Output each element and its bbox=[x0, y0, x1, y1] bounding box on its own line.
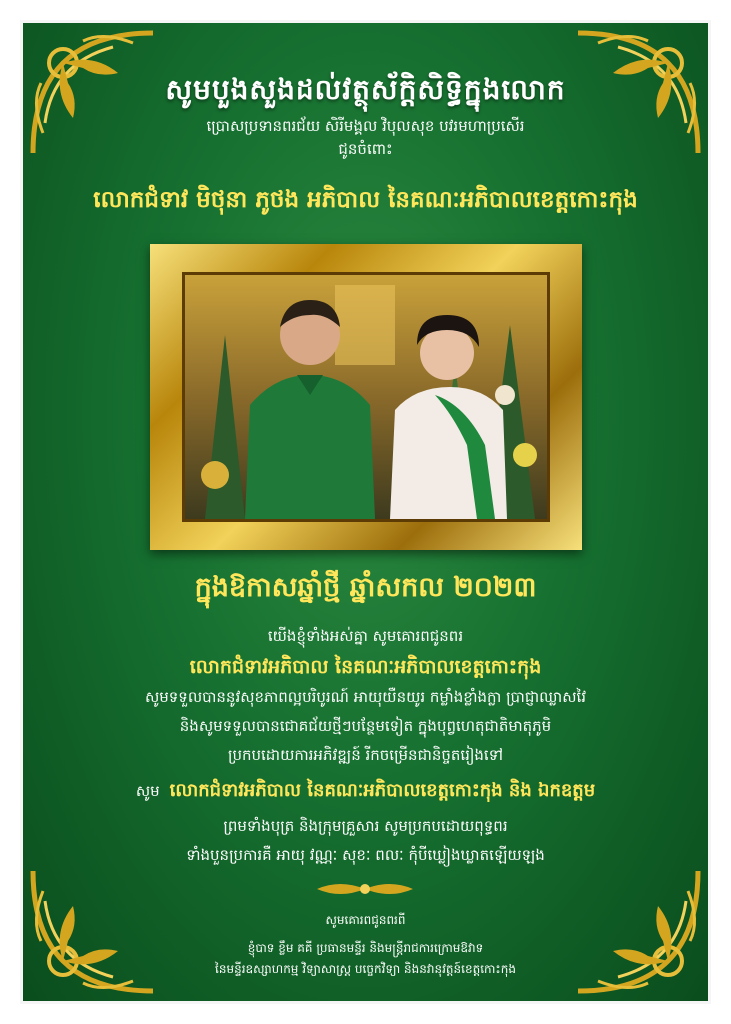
portrait-photo bbox=[182, 272, 550, 522]
greeting-line-6-text: លោកជំទាវអភិបាល នៃគណៈអភិបាលខេត្តកោះកុង និង ឯកឧត្តម bbox=[169, 780, 596, 801]
card-title: សូមបួងសួងដល់វត្ថុស័ក្តិសិទ្ធិក្នុងលោក bbox=[165, 73, 566, 106]
footer-from-label: សូមគោរពជូនពរពី bbox=[325, 913, 406, 927]
portrait-photo-icon bbox=[185, 275, 547, 519]
greeting-line-7: ព្រមទាំងបុត្រ និងក្រុមគ្រួសារ សូមប្រកបដោយពុទ្ធពរ bbox=[223, 817, 508, 835]
ornament-corner-bottom-left-icon bbox=[23, 861, 163, 1001]
greeting-line-6 bbox=[0, 778, 731, 805]
ornament-corner-bottom-right-icon bbox=[568, 861, 708, 1001]
dedication-label: ជូនចំពោះ bbox=[338, 140, 393, 158]
greeting-line-5: ប្រកបដោយការអភិវឌ្ឍន៍ រីកចម្រើនជានិច្ចតរៀងទៅ bbox=[228, 746, 503, 764]
greeting-line-3: សូមទទួលបាននូវសុខភាពល្អបរិបូរណ៍ អាយុយឺនយូរ កម្លាំងខ្លាំងក្លា ប្រាជ្ញាឈ្លាសវៃ bbox=[144, 688, 586, 706]
footer-sender: ខ្ញុំបាទ ខ្លឹម គគី ប្រធានមន្ទីរ និងមន្ត្រីរាជការក្រោមឱវាទ bbox=[247, 941, 484, 955]
occasion-heading: ក្នុងឱកាសឆ្នាំថ្មី ឆ្នាំសកល ២០២៣ bbox=[194, 572, 537, 603]
greeting-line-2: លោកជំទាវអភិបាល នៃគណៈអភិបាលខេត្តកោះកុង bbox=[189, 656, 542, 678]
gold-photo-frame bbox=[150, 244, 582, 550]
ornament-divider-icon bbox=[315, 877, 415, 901]
greeting-line-4: និងសូមទទួលបានជោគជ័យថ្មីៗបន្ថែមទៀត ក្នុងបុព្វហេតុជាតិមាតុភូមិ bbox=[179, 717, 552, 735]
honoree-name: លោកជំទាវ មិថុនា ភូថង អភិបាល នៃគណៈអភិបាលខេត្តកោះកុង bbox=[93, 187, 638, 213]
greeting-line-6-prefix: សូម bbox=[135, 782, 160, 800]
greeting-line-1: យើងខ្ញុំទាំងអស់គ្នា សូមគោរពជូនពរ bbox=[267, 627, 464, 645]
greeting-line-8: ទាំងបួនប្រការគឺ អាយុ វណ្ណៈ សុខៈ ពលៈ កុំបីឃ្លៀងឃ្លាតឡើយឡង bbox=[186, 846, 545, 864]
footer-department: នៃមន្ទីរឧស្សាហកម្ម វិទ្យាសាស្ត្រ បច្ចេកវិទ្យា និងនវានុវត្តន៍ខេត្តកោះកុង bbox=[215, 962, 516, 976]
blessing-subtitle: ប្រោសប្រទានពរជ័យ សិរីមង្គល វិបុលសុខ បវរមហាប្រសើរ bbox=[206, 117, 525, 135]
